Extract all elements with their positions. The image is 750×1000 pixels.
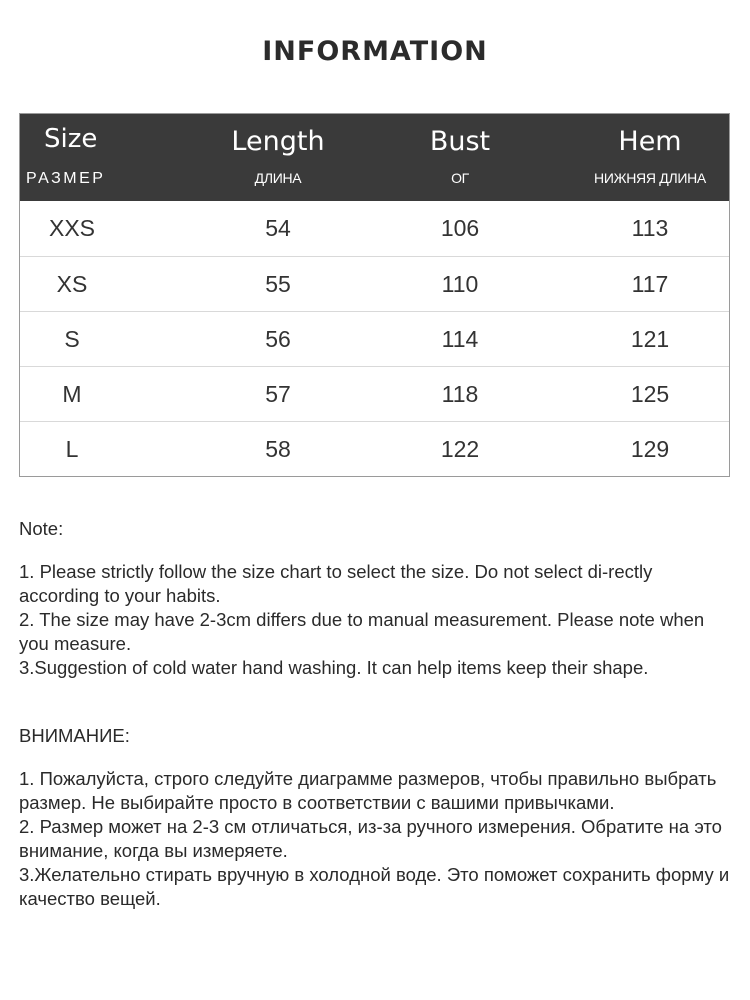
cell-hem: 125: [630, 381, 670, 407]
header-size-label-ru: РАЗМЕР: [26, 170, 106, 187]
cell-size: XXS: [48, 215, 96, 241]
header-bust: [363, 114, 557, 201]
cell-bust: 122: [440, 436, 480, 462]
note-item: 1. Please strictly follow the size chart to select the size. Do not select di-rectly according to your habits.: [19, 561, 653, 606]
note-item-ru: 3.Желательно стирать вручную в холодной воде. Это поможет сохранить форму и качество вещей.: [19, 864, 730, 909]
header-bust-label: Bust: [429, 126, 491, 157]
table-body: [20, 201, 729, 476]
header-hem-label-ru: НИЖНЯЯ ДЛИНА: [594, 170, 706, 186]
cell-length: 56: [265, 326, 291, 352]
cell-bust: 114: [441, 326, 479, 352]
note-item-ru: 2. Размер может на 2-3 см отличаться, из-за ручного измерения. Обратите на это внимание, когда вы измеряете.: [19, 816, 722, 861]
cell-size: XS: [56, 271, 88, 297]
header-length-label: Length: [231, 126, 325, 157]
cell-length: 55: [265, 271, 291, 297]
table-row: [20, 201, 729, 256]
header-hem: [550, 114, 750, 201]
note-heading-ru: ВНИМАНИЕ:: [19, 725, 130, 746]
header-size: [20, 114, 140, 201]
note-item: 3.Suggestion of cold water hand washing. It can help items keep their shape.: [19, 657, 649, 678]
header-size-label: Size: [44, 124, 98, 154]
cell-length: 58: [265, 436, 291, 462]
cell-hem: 121: [630, 326, 670, 352]
header-hem-label: Hem: [618, 126, 682, 157]
note-item-ru: 1. Пожалуйста, строго следуйте диаграмме размеров, чтобы правильно выбрать размер. Не выбирайте просто в соответствии с вашими привычками.: [19, 768, 717, 813]
cell-size: M: [62, 381, 82, 407]
cell-length: 54: [265, 215, 291, 241]
header-bust-label-ru: ОГ: [451, 170, 469, 186]
note-heading: Note:: [19, 518, 64, 539]
cell-length: 57: [265, 381, 291, 407]
notes-section: [19, 517, 731, 911]
size-chart-table: [19, 113, 730, 477]
spacer: [19, 680, 731, 724]
header-length: [180, 114, 376, 201]
table-row: [20, 421, 729, 476]
cell-bust: 118: [441, 381, 479, 407]
table-row: [20, 311, 729, 366]
table-header: [20, 114, 729, 201]
cell-hem: 117: [631, 271, 669, 297]
cell-bust: 110: [441, 271, 479, 297]
page-title: INFORMATION: [262, 36, 488, 67]
note-item: 2. The size may have 2-3cm differs due to manual measurement. Please note when you measure.: [19, 609, 705, 654]
cell-size: L: [65, 436, 79, 462]
cell-hem: 113: [631, 215, 669, 241]
cell-hem: 129: [630, 436, 670, 462]
table-row: [20, 366, 729, 421]
cell-bust: 106: [440, 215, 480, 241]
table-row: [20, 256, 729, 311]
cell-size: S: [64, 326, 80, 352]
header-length-label-ru: ДЛИНА: [254, 170, 302, 186]
